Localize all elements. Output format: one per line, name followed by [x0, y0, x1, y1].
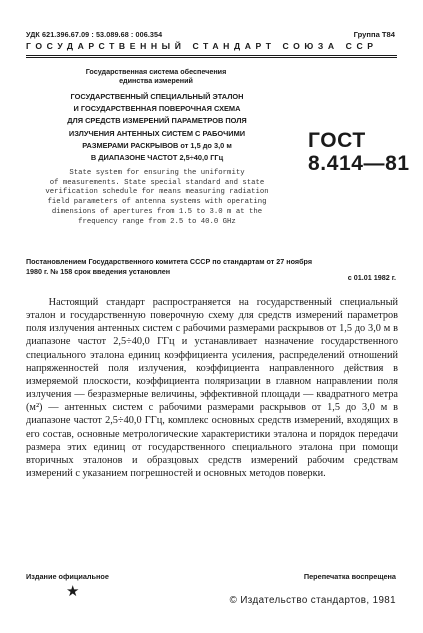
- gost-label: ГОСТ: [308, 129, 366, 152]
- title-line: ДЛЯ СРЕДСТВ ИЗМЕРЕНИЙ ПАРАМЕТРОВ ПОЛЯ: [67, 116, 247, 126]
- gost-number: 8.414—81: [308, 152, 410, 175]
- reprint-prohibited-label: Перепечатка воспрещена: [303, 572, 396, 581]
- decree-line-1: Постановлением Государственного комитета СССР по стандартам от 27 ноября: [26, 257, 313, 266]
- title-line: ГОСУДАРСТВЕННЫЙ СПЕЦИАЛЬНЫЙ ЭТАЛОН: [70, 92, 244, 101]
- title-line: РАЗМЕРАМИ РАСКРЫВОВ от 1,5 до 3,0 м: [82, 140, 232, 150]
- official-edition-label: Издание официальное: [26, 572, 109, 581]
- title-line: В ДИАПАЗОНЕ ЧАСТОТ 2,5÷40,0 ГГц: [90, 153, 224, 163]
- system-line-1: Государственная система обеспечения: [85, 67, 227, 76]
- english-title-line: of measurements. State special standard and state: [49, 178, 265, 187]
- english-title-line: dimensions of apertures from 1.5 to 3.0 m at the: [51, 207, 263, 216]
- document-title: [30, 91, 284, 164]
- english-title-line: field parameters of antenna systems with operating: [47, 198, 267, 207]
- measurement-system-heading: [40, 67, 272, 85]
- english-title-line: State system for ensuring the uniformity: [69, 169, 245, 177]
- system-line-2: единства измерений: [119, 76, 193, 85]
- effective-date: с 01.01 1982 г.: [347, 273, 396, 282]
- udc-code: УДК 621.396.67.09 : 53.089.68 : 006.354: [26, 30, 163, 39]
- english-title-line: frequency range from 2.5 to 40.0 GHz: [78, 217, 236, 226]
- group-code: Группа Т84: [353, 30, 395, 39]
- intro-paragraph: [26, 296, 398, 480]
- intro-text: Настоящий стандарт распространяется на государственный специальный эталон и государственную поверочную схему для средств измерений параметров поля излучения антенных систем с рабочими размерами раскрывов от 1,5 до 3,0 м в диапазоне частот 2,5÷40,0 ГГц и устанавливает назначение государственного специального эталона единиц коэффициента усиления, распределений отношений напряженностей поля излучения, коэффициента направленного действия в измеряемой плоскости, коэффициента поляризации в главном направлении поля излучения — безразмерные величины, эффективной площади — квадратного метра (м²) — антенных систем с рабочими размерами раскрывов от 1,5 до 3,0 м в диапазоне частот 2,5÷40,0 ГГц, комплекс основных средств измерений, входящих в его состав, основные метрологические характеристики эталона и порядок передачи размера этих единиц от государственного специального эталона при помощи вторичных эталонов и образцовых средств измерений рабочим средствам измерений с указанием погрешностей и основных методов поверки.: [26, 297, 398, 480]
- star-icon: ★: [66, 583, 80, 600]
- state-standard-header: ГОСУДАРСТВЕННЫЙ СТАНДАРТ СОЮЗА ССР: [26, 41, 378, 51]
- header-rule-thick: [26, 55, 397, 56]
- header-rule-thin: [26, 57, 397, 58]
- title-line: И ГОСУДАРСТВЕННАЯ ПОВЕРОЧНАЯ СХЕМА: [73, 104, 241, 114]
- english-title: [36, 169, 278, 227]
- decree-text: [26, 257, 397, 278]
- copyright-notice: © Издательство стандартов, 1981: [229, 595, 396, 606]
- english-title-line: verification schedule for means measuring radiation: [45, 188, 269, 197]
- title-line: ИЗЛУЧЕНИЯ АНТЕННЫХ СИСТЕМ С РАБОЧИМИ: [68, 128, 246, 138]
- decree-line-2: 1980 г. № 158 срок введения установлен: [26, 267, 171, 277]
